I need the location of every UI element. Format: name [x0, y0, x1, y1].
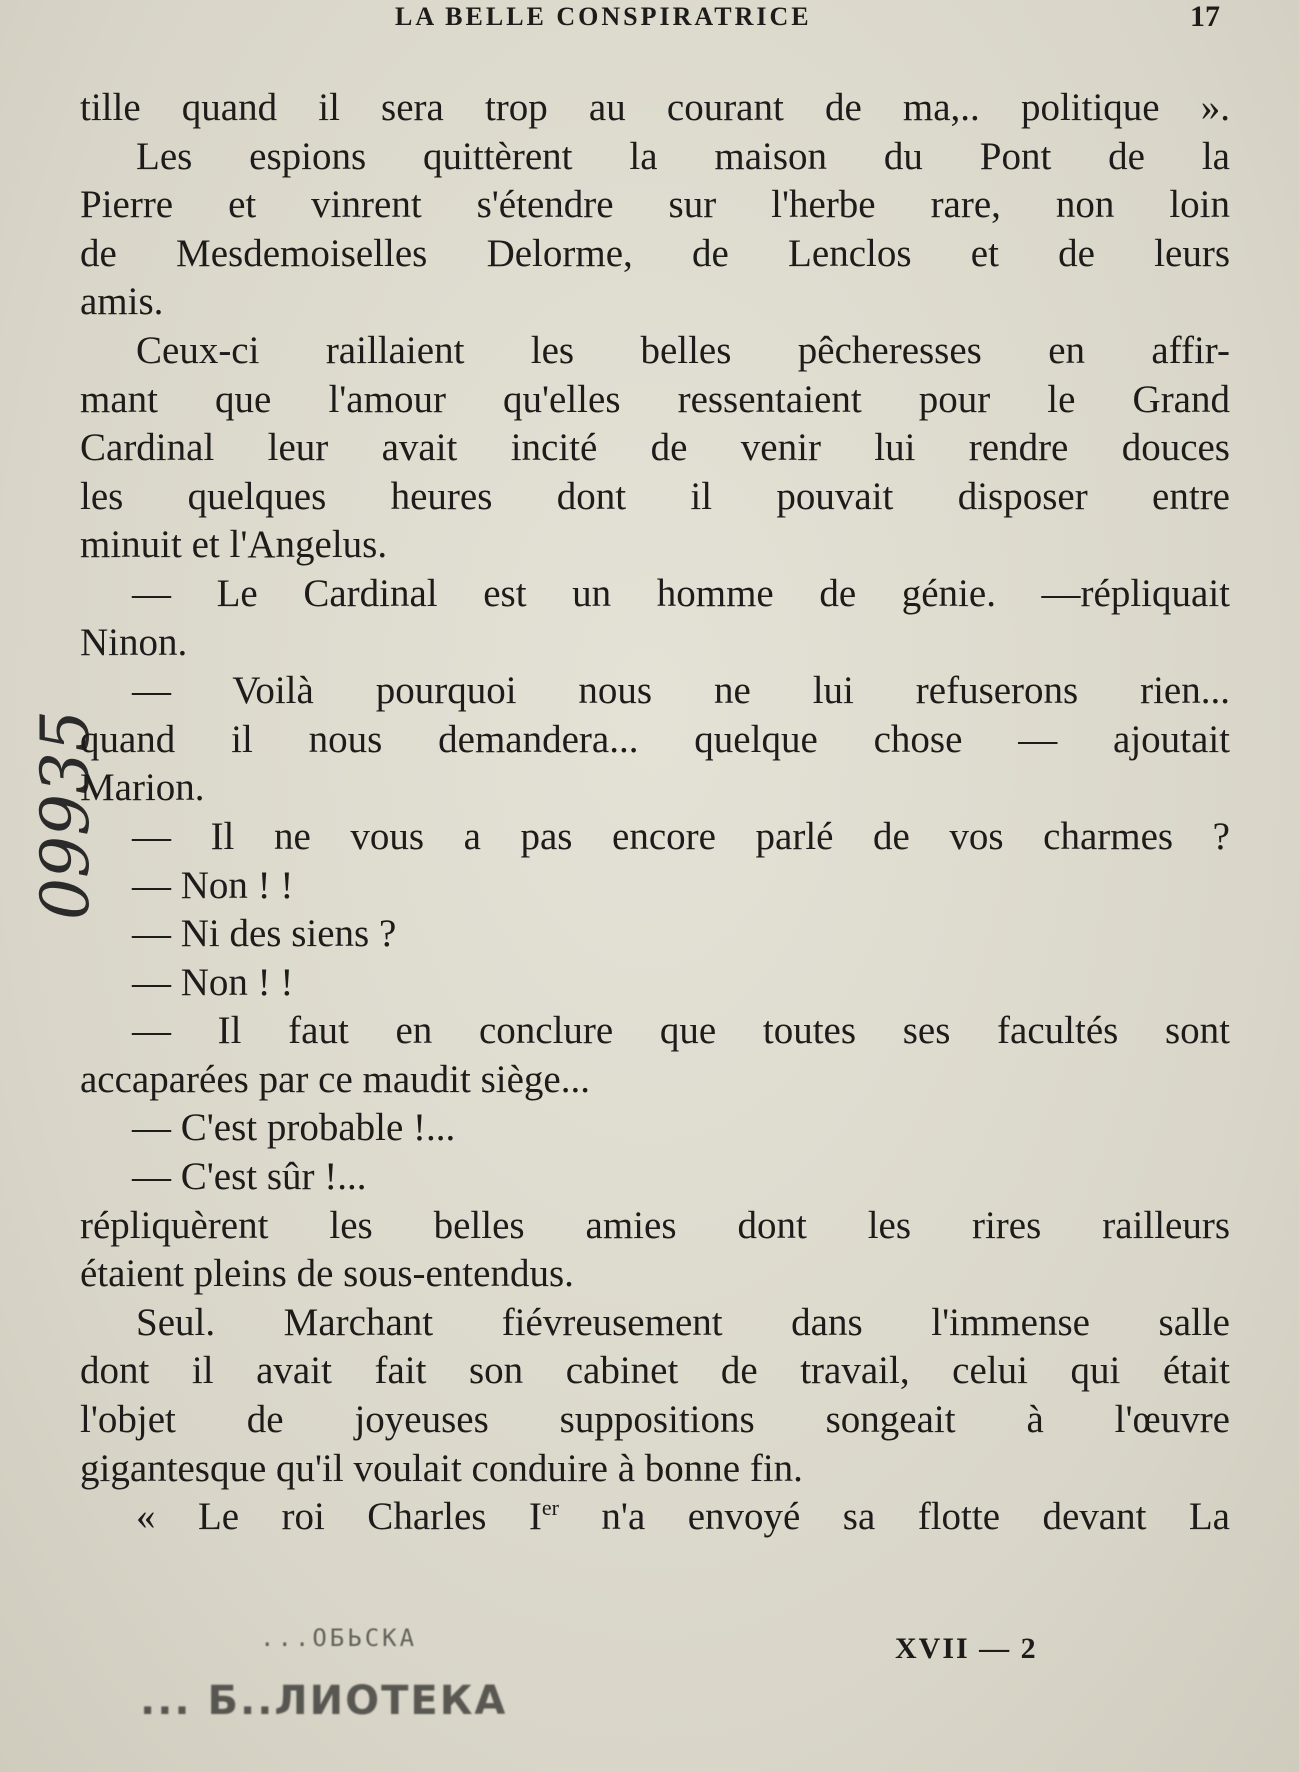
page-number: 17: [1190, 0, 1220, 33]
signature-mark: XVII — 2: [895, 1632, 1038, 1665]
text-line: — Non ! !: [132, 960, 294, 1004]
last-line-end: n'a envoyé sa flotte devant La: [558, 1495, 1230, 1539]
text-line: minuit et l'Angelus.: [80, 523, 388, 567]
stamp-line-2: ... Б..ЛИОТЕКА: [140, 1678, 508, 1724]
text-line: les quelques heures dont il pouvait disposer entre: [80, 474, 1230, 518]
text-line: mant que l'amour qu'elles ressentaient pour le Grand: [80, 377, 1230, 421]
text-line: — Non ! !: [132, 863, 294, 907]
text-line: dont il avait fait son cabinet de travail, celui qui était: [80, 1349, 1230, 1393]
text-line: Ceux-ci raillaient les belles pêcheresses en affir-: [136, 328, 1230, 372]
text-line: Seul. Marchant fiévreusement dans l'immense salle: [136, 1300, 1230, 1344]
text-line: Pierre et vinrent s'étendre sur l'herbe rare, non loin: [80, 183, 1230, 227]
text-line: — Le Cardinal est un homme de génie. —répliquait: [132, 571, 1230, 615]
body-text: [80, 84, 1230, 1542]
text-line: Cardinal leur avait incité de venir lui rendre douces: [80, 426, 1230, 470]
text-line: Marion.: [80, 766, 205, 810]
text-line: étaient pleins de sous-entendus.: [80, 1252, 574, 1296]
text-line: quand il nous demandera... quelque chose — ajoutait: [80, 717, 1230, 761]
running-title: LA BELLE CONSPIRATRICE: [395, 2, 812, 31]
stamp-line-1: ...ОБЬСКА: [260, 1624, 418, 1652]
text-line: tille quand il sera trop au courant de ma,.. politique ».: [80, 86, 1230, 129]
text-line: — Ni des siens ?: [132, 912, 397, 956]
text-line: l'objet de joyeuses suppositions songeait à l'œuvre: [80, 1398, 1230, 1442]
text-line-last: [80, 1493, 1230, 1542]
text-line: — C'est probable !...: [132, 1106, 456, 1150]
text-line: — Il ne vous a pas encore parlé de vos charmes ?: [132, 814, 1230, 858]
text-line: Les espions quittèrent la maison du Pont de la: [136, 134, 1230, 178]
text-line: — Voilà pourquoi nous ne lui refuserons rien...: [132, 669, 1230, 713]
text-line: Ninon.: [80, 620, 188, 664]
superscript-er: er: [541, 1495, 559, 1521]
handwritten-inventory-number: 09935: [27, 710, 104, 920]
text-line: accaparées par ce maudit siège...: [80, 1057, 590, 1101]
text-line: de Mesdemoiselles Delorme, de Lenclos et de leurs: [80, 231, 1230, 275]
text-line: amis.: [80, 280, 164, 324]
text-line: gigantesque qu'il voulait conduire à bonne fin.: [80, 1446, 803, 1490]
library-stamp: [140, 1618, 680, 1748]
text-line: — Il faut en conclure que toutes ses facultés sont: [132, 1009, 1230, 1053]
text-line: — C'est sûr !...: [132, 1155, 367, 1199]
text-line: répliquèrent les belles amies dont les rires railleurs: [80, 1203, 1230, 1247]
last-line-start: « Le roi Charles I: [136, 1495, 542, 1539]
